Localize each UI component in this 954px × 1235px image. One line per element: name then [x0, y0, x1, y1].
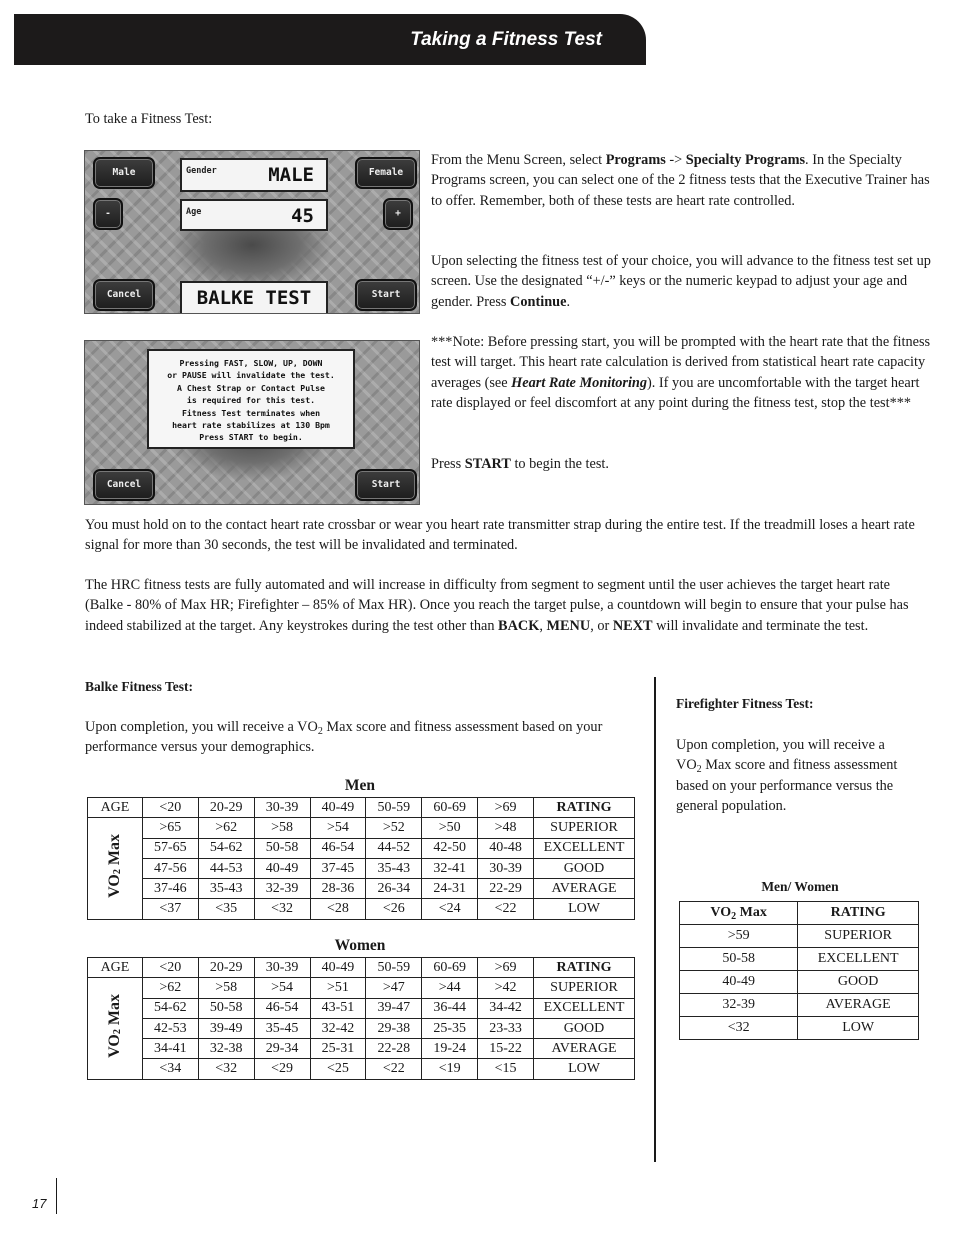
table-cell: >58 — [198, 978, 254, 998]
warning-line: Pressing FAST, SLOW, UP, DOWN — [179, 358, 323, 368]
page-title: Taking a Fitness Test — [410, 29, 602, 50]
table-cell: <28 — [310, 899, 366, 919]
warning-line: is required for this test. — [186, 395, 316, 406]
table-cell: 54-62 — [142, 998, 198, 1018]
table-cell: 32-39 — [254, 879, 310, 899]
table-cell: 30-39 — [478, 858, 534, 878]
table-cell: >47 — [366, 978, 422, 998]
table-header-row — [88, 958, 635, 978]
table-row — [88, 838, 635, 858]
note-text: ***Note: Before pressing start, you will be prompted with the heart rate that the fitness test will target. This heart rate calculation is derived from statistical heart rate capacity averages (see Heart Rate Monitoring). If you are uncomfortable with the target heart rate displayed or feel discomfort at any point during the fitness test, stop the test*** — [431, 334, 931, 411]
page-number: 17 — [32, 1196, 47, 1211]
table-cell: 23-33 — [478, 1018, 534, 1038]
table-header-row — [88, 798, 635, 818]
header-cell: AGE — [88, 958, 143, 978]
table-cell: 57-65 — [142, 838, 198, 858]
table-row — [680, 971, 919, 994]
header-cell: >69 — [478, 958, 534, 978]
table-cell: 35-43 — [366, 858, 422, 878]
header-cell: AGE — [88, 798, 143, 818]
header-cell: >69 — [478, 798, 534, 818]
header-cell: 60-69 — [422, 958, 478, 978]
table-row — [88, 1018, 635, 1038]
table-row — [88, 1059, 635, 1079]
table-row — [88, 899, 635, 919]
table-cell: 50-58 — [680, 948, 798, 971]
table-cell: 50-58 — [254, 838, 310, 858]
table-cell: >48 — [478, 818, 534, 838]
menu-instructions: From the Menu Screen, select Programs -> Specialty Programs. In the Specialty Programs screen, you can select one of the 2 fitness tests that the Executive Trainer has to offer. Remember, both of these tests are heart rate controlled. — [431, 152, 930, 209]
table-cell: <37 — [142, 899, 198, 919]
table-cell: >52 — [366, 818, 422, 838]
header-cell: 50-59 — [366, 798, 422, 818]
table-cell: 37-45 — [310, 858, 366, 878]
table-cell: >62 — [198, 818, 254, 838]
table-cell: <19 — [422, 1059, 478, 1079]
table-cell: >51 — [310, 978, 366, 998]
table-cell: 25-35 — [422, 1018, 478, 1038]
rating-cell: EXCELLENT — [534, 838, 635, 858]
table-cell: >44 — [422, 978, 478, 998]
table-cell: 32-38 — [198, 1039, 254, 1059]
balke-heading: Balke Fitness Test: — [85, 679, 194, 694]
rating-cell: EXCELLENT — [798, 948, 919, 971]
table-cell: >65 — [142, 818, 198, 838]
header-cell: 40-49 — [310, 798, 366, 818]
table-cell: 35-43 — [198, 879, 254, 899]
age-field — [180, 199, 328, 231]
table-cell: 24-31 — [422, 879, 478, 899]
table-cell: 40-48 — [478, 838, 534, 858]
header-cell: 20-29 — [198, 798, 254, 818]
men-rating-table — [87, 797, 635, 920]
firefighter-description: Upon completion, you will receive a $VO_2$ Max score and fitness assessment based on your performance versus the general population. — [676, 737, 898, 814]
header-cell: RATING — [798, 902, 919, 925]
table-row — [680, 994, 919, 1017]
table-cell: 40-49 — [680, 971, 798, 994]
cancel-button[interactable]: Cancel — [93, 279, 155, 311]
header-cell: $VO_2$ Max — [680, 902, 798, 925]
table-cell: >58 — [254, 818, 310, 838]
setup-screen-image — [84, 150, 420, 314]
rating-cell: AVERAGE — [534, 1039, 635, 1059]
header-cell: 30-39 — [254, 958, 310, 978]
table-cell: 37-46 — [142, 879, 198, 899]
rating-cell: LOW — [534, 1059, 635, 1079]
table-cell: <32 — [680, 1017, 798, 1040]
rating-cell: GOOD — [798, 971, 919, 994]
table-cell: 32-39 — [680, 994, 798, 1017]
table-cell: 36-44 — [422, 998, 478, 1018]
header-cell: 40-49 — [310, 958, 366, 978]
table-cell: 32-41 — [422, 858, 478, 878]
table-row — [88, 998, 635, 1018]
header-cell: 20-29 — [198, 958, 254, 978]
table-row — [88, 858, 635, 878]
header-cell: RATING — [534, 958, 635, 978]
rating-cell: AVERAGE — [798, 994, 919, 1017]
table-cell: 50-58 — [198, 998, 254, 1018]
table-cell: 39-47 — [366, 998, 422, 1018]
women-table-caption: Women — [334, 937, 386, 954]
start-button[interactable]: Start — [355, 279, 417, 311]
table-cell: 40-49 — [254, 858, 310, 878]
table-row — [680, 925, 919, 948]
rating-cell: AVERAGE — [534, 879, 635, 899]
table-row — [88, 818, 635, 838]
setup-instructions: Upon selecting the fitness test of your choice, you will advance to the fitness test set up screen. Use the designated “+/-” keys or the numeric keypad to adjust your age and gender. Press Continue. — [431, 253, 931, 310]
header-cell: <20 — [142, 798, 198, 818]
rating-cell: LOW — [798, 1017, 919, 1040]
table-cell: <35 — [198, 899, 254, 919]
warning-line: heart rate stabilizes at 130 Bpm — [172, 420, 330, 431]
table-cell: >54 — [254, 978, 310, 998]
table-row — [88, 978, 635, 998]
hrc-paragraph: The HRC fitness tests are fully automated and will increase in difficulty from segment to segment until the user achieves the target heart rate (Balke - 80% of Max HR; Firefighter – 85% of Max HR). Once you reach the target pulse, a countdown will begin to ensure that your pulse has indeed stabilized at the target. Any keystrokes during the test other than BACK, MENU, or NEXT will invalidate and terminate the test. — [85, 577, 909, 634]
plus-button[interactable]: + — [383, 198, 413, 230]
header-cell: 30-39 — [254, 798, 310, 818]
table-cell: >50 — [422, 818, 478, 838]
table-cell: 44-52 — [366, 838, 422, 858]
warning-line: A Chest Strap or Contact Pulse — [177, 382, 325, 393]
table-cell: <22 — [366, 1059, 422, 1079]
rating-cell: EXCELLENT — [534, 998, 635, 1018]
warning-message — [147, 349, 355, 449]
table-cell: <15 — [478, 1059, 534, 1079]
table-cell: 34-42 — [478, 998, 534, 1018]
men-table-caption: Men — [344, 777, 376, 794]
rating-cell: SUPERIOR — [798, 925, 919, 948]
table-cell: <26 — [366, 899, 422, 919]
table-cell: 22-28 — [366, 1039, 422, 1059]
rating-cell: SUPERIOR — [534, 978, 635, 998]
table-cell: 25-31 — [310, 1039, 366, 1059]
warning-line: or PAUSE will invalidate the test. — [167, 370, 335, 381]
table-cell: >59 — [680, 925, 798, 948]
table-cell: <32 — [198, 1059, 254, 1079]
women-rating-table — [87, 957, 635, 1080]
heart-rate-paragraph: You must hold on to the contact heart rate crossbar or wear you heart rate transmitter strap during the entire test. If the treadmill loses a heart rate signal for more than 30 seconds, the test will be invalidated and terminated. — [85, 517, 915, 554]
minus-button[interactable]: - — [93, 198, 123, 230]
table-cell: 19-24 — [422, 1039, 478, 1059]
table-cell: 32-42 — [310, 1018, 366, 1038]
rating-cell: GOOD — [534, 1018, 635, 1038]
table-cell: 44-53 — [198, 858, 254, 878]
age-value: 45 — [291, 205, 314, 227]
table-cell: 46-54 — [310, 838, 366, 858]
ff-table-caption: Men/ Women — [761, 879, 839, 894]
table-cell: <24 — [422, 899, 478, 919]
header-bar — [14, 14, 646, 65]
header-cell: <20 — [142, 958, 198, 978]
table-header-row — [680, 902, 919, 925]
cancel-button[interactable]: Cancel — [93, 469, 155, 501]
table-cell: <22 — [478, 899, 534, 919]
rating-cell: SUPERIOR — [534, 818, 635, 838]
header-cell: 60-69 — [422, 798, 478, 818]
table-cell: 34-41 — [142, 1039, 198, 1059]
rating-cell: LOW — [534, 899, 635, 919]
warning-line: Press START to begin. — [199, 432, 303, 443]
firefighter-heading: Firefighter Fitness Test: — [676, 696, 814, 711]
male-button[interactable]: Male — [93, 157, 155, 189]
table-cell: 29-38 — [366, 1018, 422, 1038]
table-cell: 54-62 — [198, 838, 254, 858]
vo2-row-label: $VO_2$ Max — [88, 978, 143, 1079]
age-label: Age — [186, 207, 202, 217]
table-cell: >62 — [142, 978, 198, 998]
header-cell: RATING — [534, 798, 635, 818]
balke-description: Upon completion, you will receive a $VO_2$ Max score and fitness assessment based on your performance versus your demographics. — [85, 719, 603, 756]
table-cell: <29 — [254, 1059, 310, 1079]
table-cell: 42-50 — [422, 838, 478, 858]
table-row — [680, 948, 919, 971]
table-row — [88, 879, 635, 899]
vo2-row-label: $VO_2$ Max — [88, 818, 143, 919]
gender-value: MALE — [268, 164, 314, 186]
table-cell: 47-56 — [142, 858, 198, 878]
table-cell: 15-22 — [478, 1039, 534, 1059]
table-cell: <34 — [142, 1059, 198, 1079]
firefighter-rating-table — [679, 901, 919, 1040]
footer-rule — [56, 1178, 57, 1214]
column-divider — [654, 677, 656, 1162]
rating-cell: GOOD — [534, 858, 635, 878]
table-cell: 26-34 — [366, 879, 422, 899]
female-button[interactable]: Female — [355, 157, 417, 189]
table-cell: >54 — [310, 818, 366, 838]
table-cell: 42-53 — [142, 1018, 198, 1038]
warning-line: Fitness Test terminates when — [181, 407, 321, 418]
table-cell: <25 — [310, 1059, 366, 1079]
table-row — [680, 1017, 919, 1040]
start-instructions: Press START to begin the test. — [431, 456, 609, 472]
table-cell: 46-54 — [254, 998, 310, 1018]
table-cell: >42 — [478, 978, 534, 998]
table-cell: 28-36 — [310, 879, 366, 899]
table-row — [88, 1039, 635, 1059]
intro-text: To take a Fitness Test: — [85, 111, 213, 127]
table-cell: 35-45 — [254, 1018, 310, 1038]
gender-field — [180, 158, 328, 192]
table-cell: <32 — [254, 899, 310, 919]
start-button[interactable]: Start — [355, 469, 417, 501]
test-title: BALKE TEST — [180, 281, 328, 314]
table-cell: 39-49 — [198, 1018, 254, 1038]
table-cell: 43-51 — [310, 998, 366, 1018]
table-cell: 22-29 — [478, 879, 534, 899]
prompt-screen-image — [84, 340, 420, 505]
gender-label: Gender — [186, 166, 217, 176]
header-cell: 50-59 — [366, 958, 422, 978]
table-cell: 29-34 — [254, 1039, 310, 1059]
